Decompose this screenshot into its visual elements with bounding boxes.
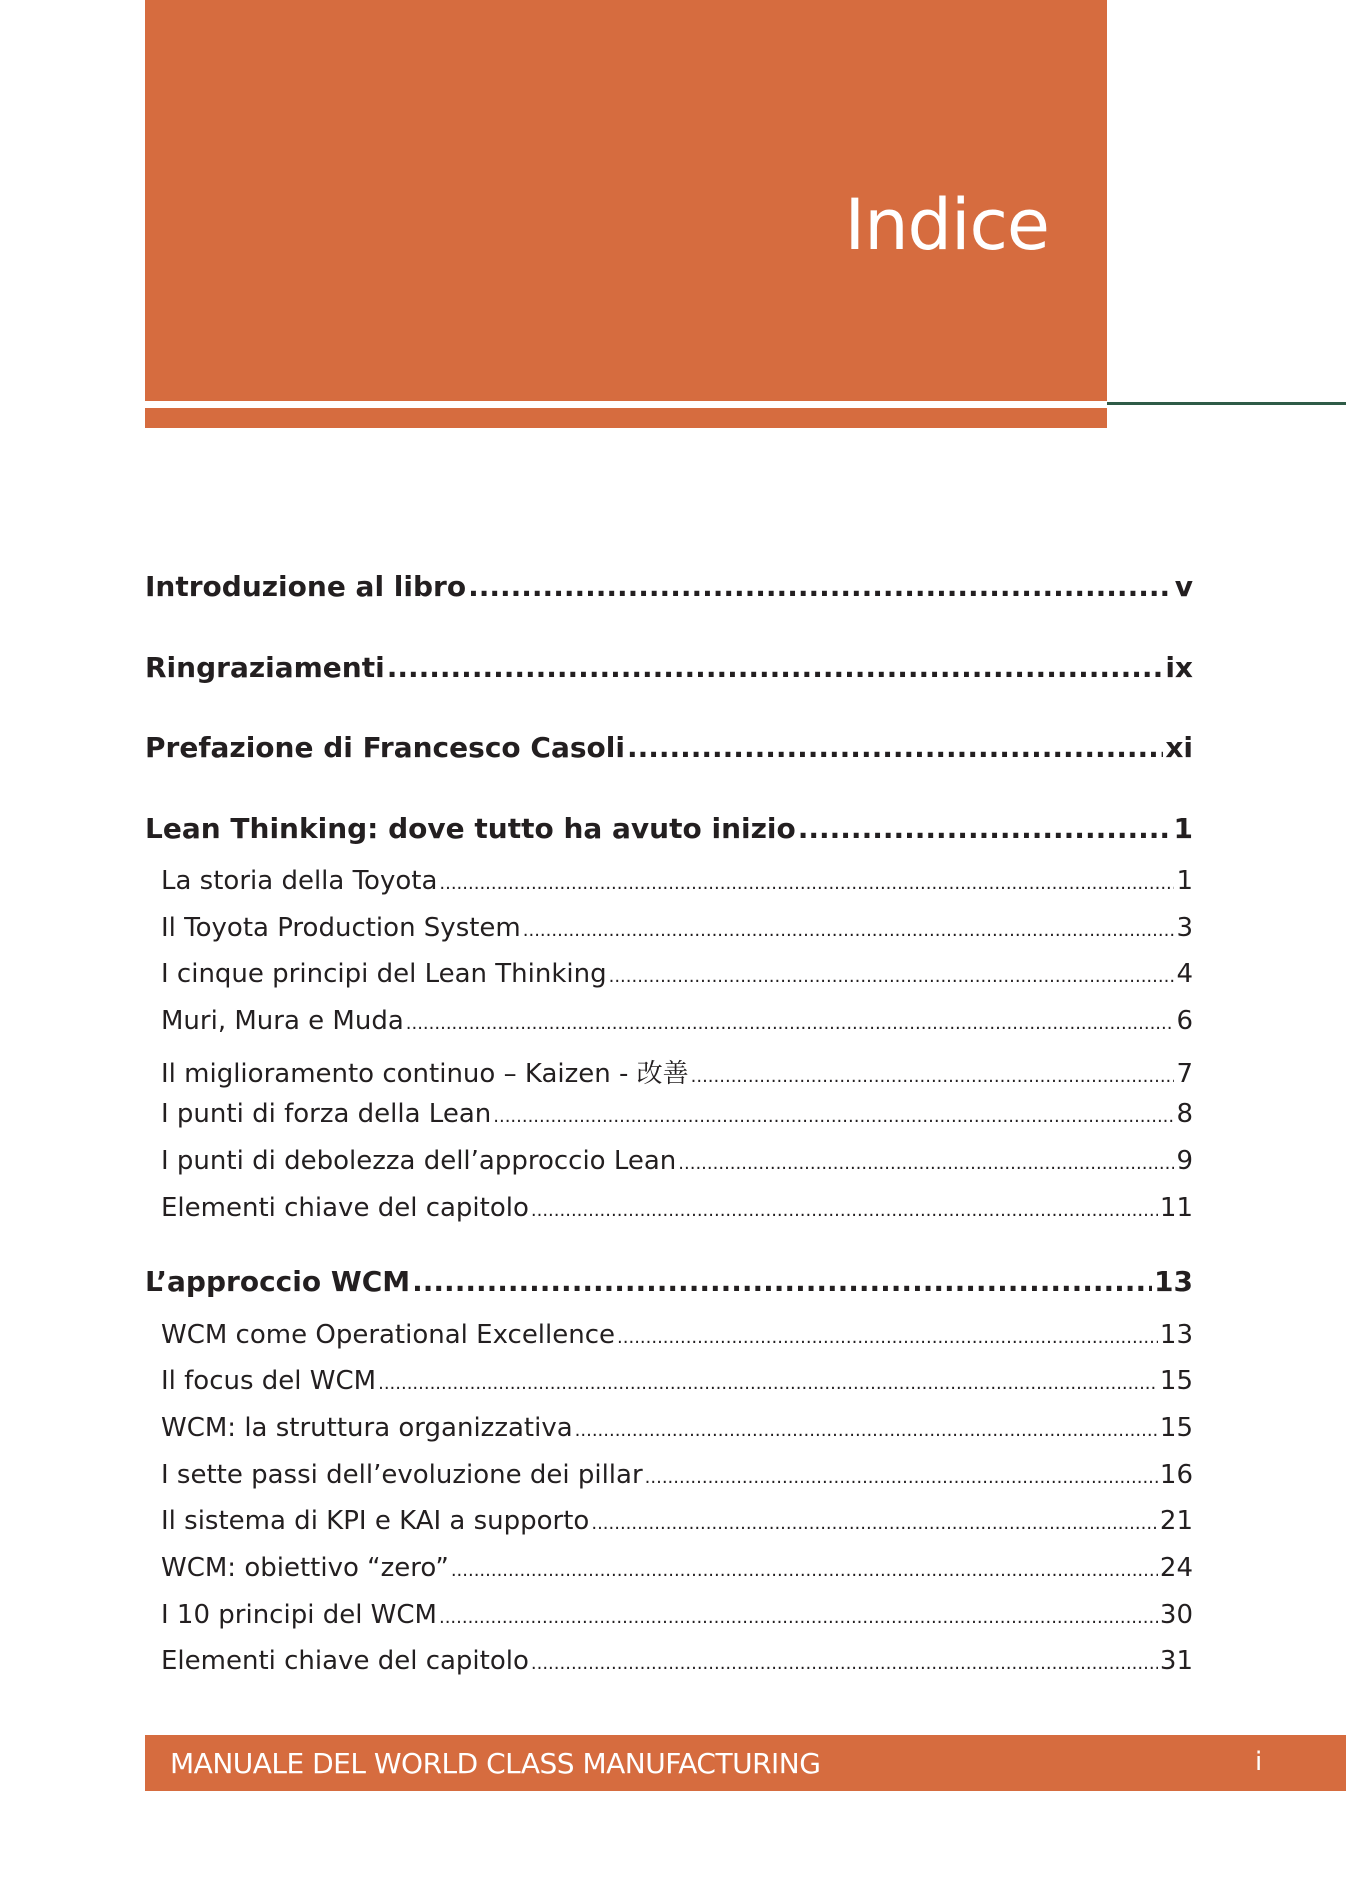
dot-leader (609, 966, 1175, 987)
header-underline-strip (145, 408, 1107, 428)
toc-entry-page: 9 (1176, 1146, 1193, 1176)
toc-entry-label: Introduzione al libro (145, 570, 467, 603)
dot-leader (468, 570, 1173, 603)
toc-entry-page: 13 (1154, 1265, 1193, 1298)
toc-entry-label: WCM: la struttura organizzativa (161, 1413, 573, 1443)
toc-entry-label: Elementi chiave del capitolo (161, 1646, 529, 1676)
toc-entry-page: 8 (1176, 1099, 1193, 1129)
toc-entry-label: I punti di forza della Lean (161, 1099, 492, 1129)
toc-section-entry[interactable] (145, 1646, 1193, 1676)
toc-entry-page: 4 (1176, 959, 1193, 989)
dot-leader (451, 1560, 1158, 1581)
dot-leader (591, 1513, 1158, 1534)
toc-section-entry[interactable] (145, 1320, 1193, 1350)
toc-entry-page: v (1174, 570, 1193, 603)
toc-entry-label: L’approccio WCM (145, 1265, 411, 1298)
toc-section-entry[interactable] (145, 1413, 1193, 1443)
dot-leader (691, 1066, 1175, 1087)
toc-entry-label: I sette passi dell’evoluzione dei pillar (161, 1460, 643, 1490)
toc-entry-label: Il Toyota Production System (161, 913, 521, 943)
dot-leader (439, 1607, 1158, 1628)
dot-leader (798, 812, 1172, 845)
toc-entry-label: WCM come Operational Excellence (161, 1320, 616, 1350)
dot-leader (387, 651, 1164, 684)
toc-entry-page: 7 (1176, 1059, 1193, 1089)
toc-section-entry[interactable] (145, 959, 1193, 989)
dot-leader (378, 1373, 1158, 1394)
toc-entry-page: 24 (1159, 1553, 1193, 1583)
footer-page-number: i (1255, 1747, 1263, 1777)
toc-entry-page: xi (1165, 731, 1193, 764)
toc-entry-page: 13 (1159, 1320, 1193, 1350)
toc-entry-page: 3 (1176, 913, 1193, 943)
toc-chapter-entry[interactable] (145, 570, 1193, 603)
toc-section-entry[interactable] (145, 1146, 1193, 1176)
toc-entry-label: Il sistema di KPI e KAI a supporto (161, 1506, 590, 1536)
dot-leader (531, 1653, 1158, 1674)
toc-section-entry[interactable] (145, 1460, 1193, 1490)
dot-leader (627, 731, 1163, 764)
dot-leader (531, 1200, 1158, 1221)
toc-entry-page: ix (1165, 651, 1193, 684)
toc-entry-label: WCM: obiettivo “zero” (161, 1553, 449, 1583)
toc-entry-label: I cinque principi del Lean Thinking (161, 959, 607, 989)
dot-leader (439, 873, 1174, 894)
toc-entry-page: 30 (1159, 1600, 1193, 1630)
toc-entry-label: Ringraziamenti (145, 651, 385, 684)
toc-section-entry[interactable] (145, 1006, 1193, 1036)
toc-chapter-entry[interactable] (145, 812, 1193, 845)
toc-section-entry[interactable] (145, 866, 1193, 896)
header-banner (145, 0, 1107, 401)
toc-section-entry[interactable] (145, 1366, 1193, 1396)
toc-entry-label: Prefazione di Francesco Casoli (145, 731, 625, 764)
toc-section-entry[interactable] (145, 1193, 1193, 1223)
toc-entry-label: Muri, Mura e Muda (161, 1006, 404, 1036)
page-title: Indice (844, 184, 1049, 266)
toc-section-entry[interactable] (145, 1553, 1193, 1583)
toc-entry-page: 31 (1159, 1646, 1193, 1676)
dot-leader (523, 920, 1175, 941)
green-rule-line (1107, 402, 1346, 405)
dot-leader (575, 1420, 1158, 1441)
toc-chapter-entry[interactable] (145, 731, 1193, 764)
toc-entry-page: 1 (1176, 866, 1193, 896)
toc-section-entry[interactable] (145, 1506, 1193, 1536)
toc-section-entry[interactable] (145, 913, 1193, 943)
toc-section-entry[interactable] (145, 1099, 1193, 1129)
footer-bar (145, 1735, 1346, 1791)
toc-section-entry[interactable] (145, 1053, 1193, 1090)
toc-entry-page: 16 (1159, 1460, 1193, 1490)
toc-entry-label: Il miglioramento continuo – Kaizen - 改善 (161, 1059, 689, 1089)
toc-entry-page: 1 (1173, 812, 1193, 845)
dot-leader (678, 1153, 1174, 1174)
dot-leader (645, 1467, 1158, 1488)
toc-entry-page: 6 (1176, 1006, 1193, 1036)
toc-section-entry[interactable] (145, 1600, 1193, 1630)
toc-chapter-entry[interactable] (145, 1265, 1193, 1298)
toc-entry-page: 21 (1159, 1506, 1193, 1536)
toc-entry-label: I punti di debolezza dell’approccio Lean (161, 1146, 677, 1176)
footer-book-title: MANUALE DEL WORLD CLASS MANUFACTURING (170, 1747, 821, 1780)
dot-leader (617, 1327, 1158, 1348)
dot-leader (493, 1106, 1174, 1127)
toc-entry-label: Il focus del WCM (161, 1366, 377, 1396)
toc-entry-page: 15 (1159, 1413, 1193, 1443)
toc-chapter-entry[interactable] (145, 651, 1193, 684)
toc-entry-label: Elementi chiave del capitolo (161, 1193, 529, 1223)
toc-entry-label: Lean Thinking: dove tutto ha avuto inizio (145, 812, 796, 845)
dot-leader (412, 1265, 1152, 1298)
dot-leader (406, 1013, 1175, 1034)
toc-entry-label: La storia della Toyota (161, 866, 438, 896)
toc-entry-page: 11 (1159, 1193, 1193, 1223)
toc-entry-page: 15 (1159, 1366, 1193, 1396)
toc-entry-label: I 10 principi del WCM (161, 1600, 437, 1630)
